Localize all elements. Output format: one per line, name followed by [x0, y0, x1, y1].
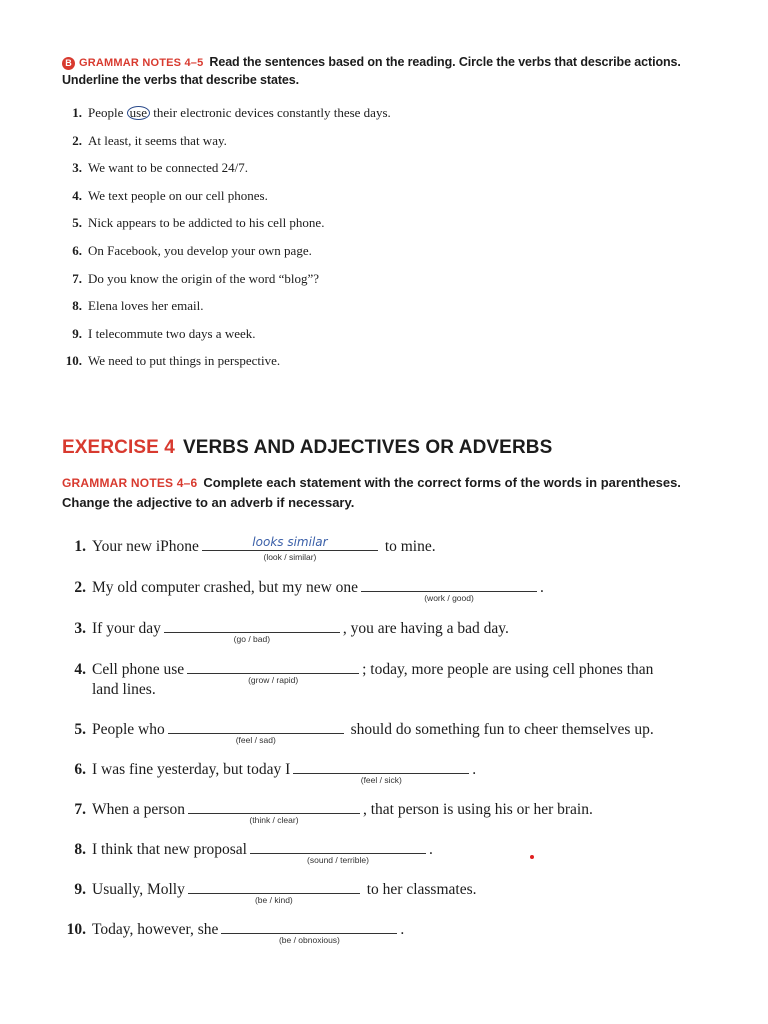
- item-number: 3.: [74, 620, 86, 637]
- sentence-text: Nick appears to be addicted to his cell phone.: [88, 215, 325, 231]
- answer-blank[interactable]: [164, 616, 340, 644]
- circled-verb: use: [127, 106, 150, 120]
- sentence-text: I think that new proposal: [92, 841, 247, 858]
- section-b-badge: B: [62, 57, 75, 70]
- sentence-text: should do something fun to cheer themselves up.: [350, 721, 654, 738]
- sentence-text: Do you know the origin of the word “blog”?: [88, 270, 320, 286]
- sentence-text: .: [540, 579, 544, 596]
- list-item: [62, 837, 742, 865]
- list-item: [62, 616, 742, 644]
- exercise-title: [62, 437, 712, 459]
- list-item: [62, 320, 702, 348]
- list-item: [62, 657, 742, 699]
- list-item: [62, 877, 742, 905]
- item-number: 2.: [72, 132, 82, 148]
- sentence-text: , that person is using his or her brain.: [362, 801, 593, 818]
- exercise-4-header: [62, 437, 712, 512]
- list-item: [62, 182, 702, 210]
- sentence-text: People who: [92, 721, 165, 738]
- sentence-list: [62, 99, 702, 375]
- answer-blank[interactable]: [221, 917, 397, 945]
- list-item: [62, 154, 702, 182]
- list-item: [62, 209, 702, 237]
- sentence-text: .: [400, 921, 405, 938]
- answer-blank[interactable]: [168, 717, 344, 745]
- item-number: 4.: [74, 661, 86, 678]
- list-item: [62, 757, 742, 785]
- sentence-text: We text people on our cell phones.: [88, 187, 268, 203]
- item-number: 3.: [72, 160, 82, 176]
- item-number: 5.: [72, 215, 82, 231]
- list-item: [62, 534, 742, 562]
- sentence-text: Elena loves her email.: [88, 298, 204, 314]
- list-item: [62, 292, 702, 320]
- sentence-text: My old computer crashed, but my new one: [92, 579, 359, 596]
- sentence-text: If your day: [92, 620, 161, 637]
- sentence-text: Usually, Molly: [92, 881, 185, 898]
- word-hint: (look / similar): [263, 552, 317, 562]
- sentence-text: People: [88, 105, 127, 120]
- sentence-text: We need to put things in perspective.: [88, 353, 281, 369]
- list-item: [62, 99, 702, 127]
- sentence-text: to mine.: [384, 538, 436, 555]
- sentence-text: , you are having a bad day.: [342, 620, 509, 637]
- list-item: [62, 265, 702, 293]
- sentence-text: to her classmates.: [366, 881, 477, 898]
- item-number: 1.: [72, 105, 82, 120]
- word-hint: (be / kind): [254, 895, 293, 905]
- item-number: 9.: [72, 325, 82, 341]
- exercise-number: EXERCISE 4: [62, 437, 175, 458]
- sentence-text: I was fine yesterday, but today I: [92, 761, 291, 778]
- grammar-notes-label: GRAMMAR NOTES 4–6: [62, 476, 198, 490]
- item-number: 10.: [65, 353, 82, 369]
- word-hint: (grow / rapid): [248, 675, 299, 685]
- answer-blank[interactable]: [202, 534, 378, 562]
- sentence-text: I telecommute two days a week.: [88, 325, 256, 341]
- sentence-text: We want to be connected 24/7.: [88, 160, 248, 176]
- section-b-instruction: [62, 54, 702, 89]
- word-hint: (go / bad): [233, 634, 271, 644]
- sentence-text: At least, it seems that way.: [88, 132, 227, 148]
- item-number: 9.: [74, 881, 86, 898]
- list-item: [62, 347, 702, 375]
- sentence-text: .: [428, 841, 433, 858]
- sentence-continuation: land lines.: [92, 681, 156, 698]
- list-item: [62, 717, 742, 745]
- sentence-text: Cell phone use: [92, 661, 185, 678]
- sentence-text: .: [472, 761, 477, 778]
- item-number: 6.: [74, 761, 86, 778]
- sentence-text: their electronic devices constantly these days.: [149, 105, 391, 120]
- list-item: [62, 917, 742, 945]
- item-number: 7.: [74, 801, 86, 818]
- word-hint: (think / clear): [249, 815, 299, 825]
- exercise-heading: VERBS AND ADJECTIVES OR ADVERBS: [182, 437, 553, 458]
- word-hint: (work / good): [424, 593, 474, 603]
- red-mark: [530, 855, 534, 859]
- instruction-text: Complete each statement with the correct forms of the words in parentheses. Change the adjective to an adverb if necessary.: [62, 475, 681, 510]
- exercise-list: [62, 534, 742, 945]
- answer-blank[interactable]: [187, 657, 359, 685]
- grammar-notes-label: GRAMMAR NOTES 4–5: [79, 57, 204, 69]
- list-item: [62, 237, 702, 265]
- sentence-text: Your new iPhone: [92, 538, 199, 555]
- answer-blank[interactable]: [188, 797, 360, 825]
- item-number: 10.: [66, 921, 86, 938]
- word-hint: (sound / terrible): [307, 855, 369, 865]
- word-hint: (feel / sick): [360, 775, 402, 785]
- item-number: 5.: [74, 721, 86, 738]
- item-number: 8.: [74, 841, 86, 858]
- section-b: [62, 54, 702, 375]
- item-number: 2.: [74, 579, 86, 596]
- exercise-instruction: [62, 473, 712, 512]
- sentence-text: Today, however, she: [92, 921, 219, 938]
- item-number: 6.: [72, 242, 82, 258]
- handwritten-answer: looks similar: [252, 535, 328, 549]
- answer-blank[interactable]: [361, 575, 537, 603]
- word-hint: (be / obnoxious): [278, 935, 340, 945]
- instruction-text: Read the sentences based on the reading. Circle the verbs that describe actions. Underline the verbs that describe states.: [62, 55, 681, 87]
- item-number: 4.: [72, 187, 82, 203]
- sentence-text: ; today, more people are using cell phones than: [362, 661, 654, 678]
- list-item: [62, 127, 702, 155]
- item-number: 1.: [74, 538, 86, 555]
- answer-blank[interactable]: [293, 757, 469, 785]
- item-number: 7.: [72, 270, 82, 286]
- word-hint: (feel / sad): [235, 735, 276, 745]
- list-item: [62, 575, 742, 603]
- sentence-text: On Facebook, you develop your own page.: [88, 242, 312, 258]
- list-item: [62, 797, 742, 825]
- answer-blank[interactable]: [250, 837, 426, 865]
- sentence-text: When a person: [92, 801, 185, 818]
- answer-blank[interactable]: [188, 877, 360, 905]
- item-number: 8.: [72, 298, 82, 314]
